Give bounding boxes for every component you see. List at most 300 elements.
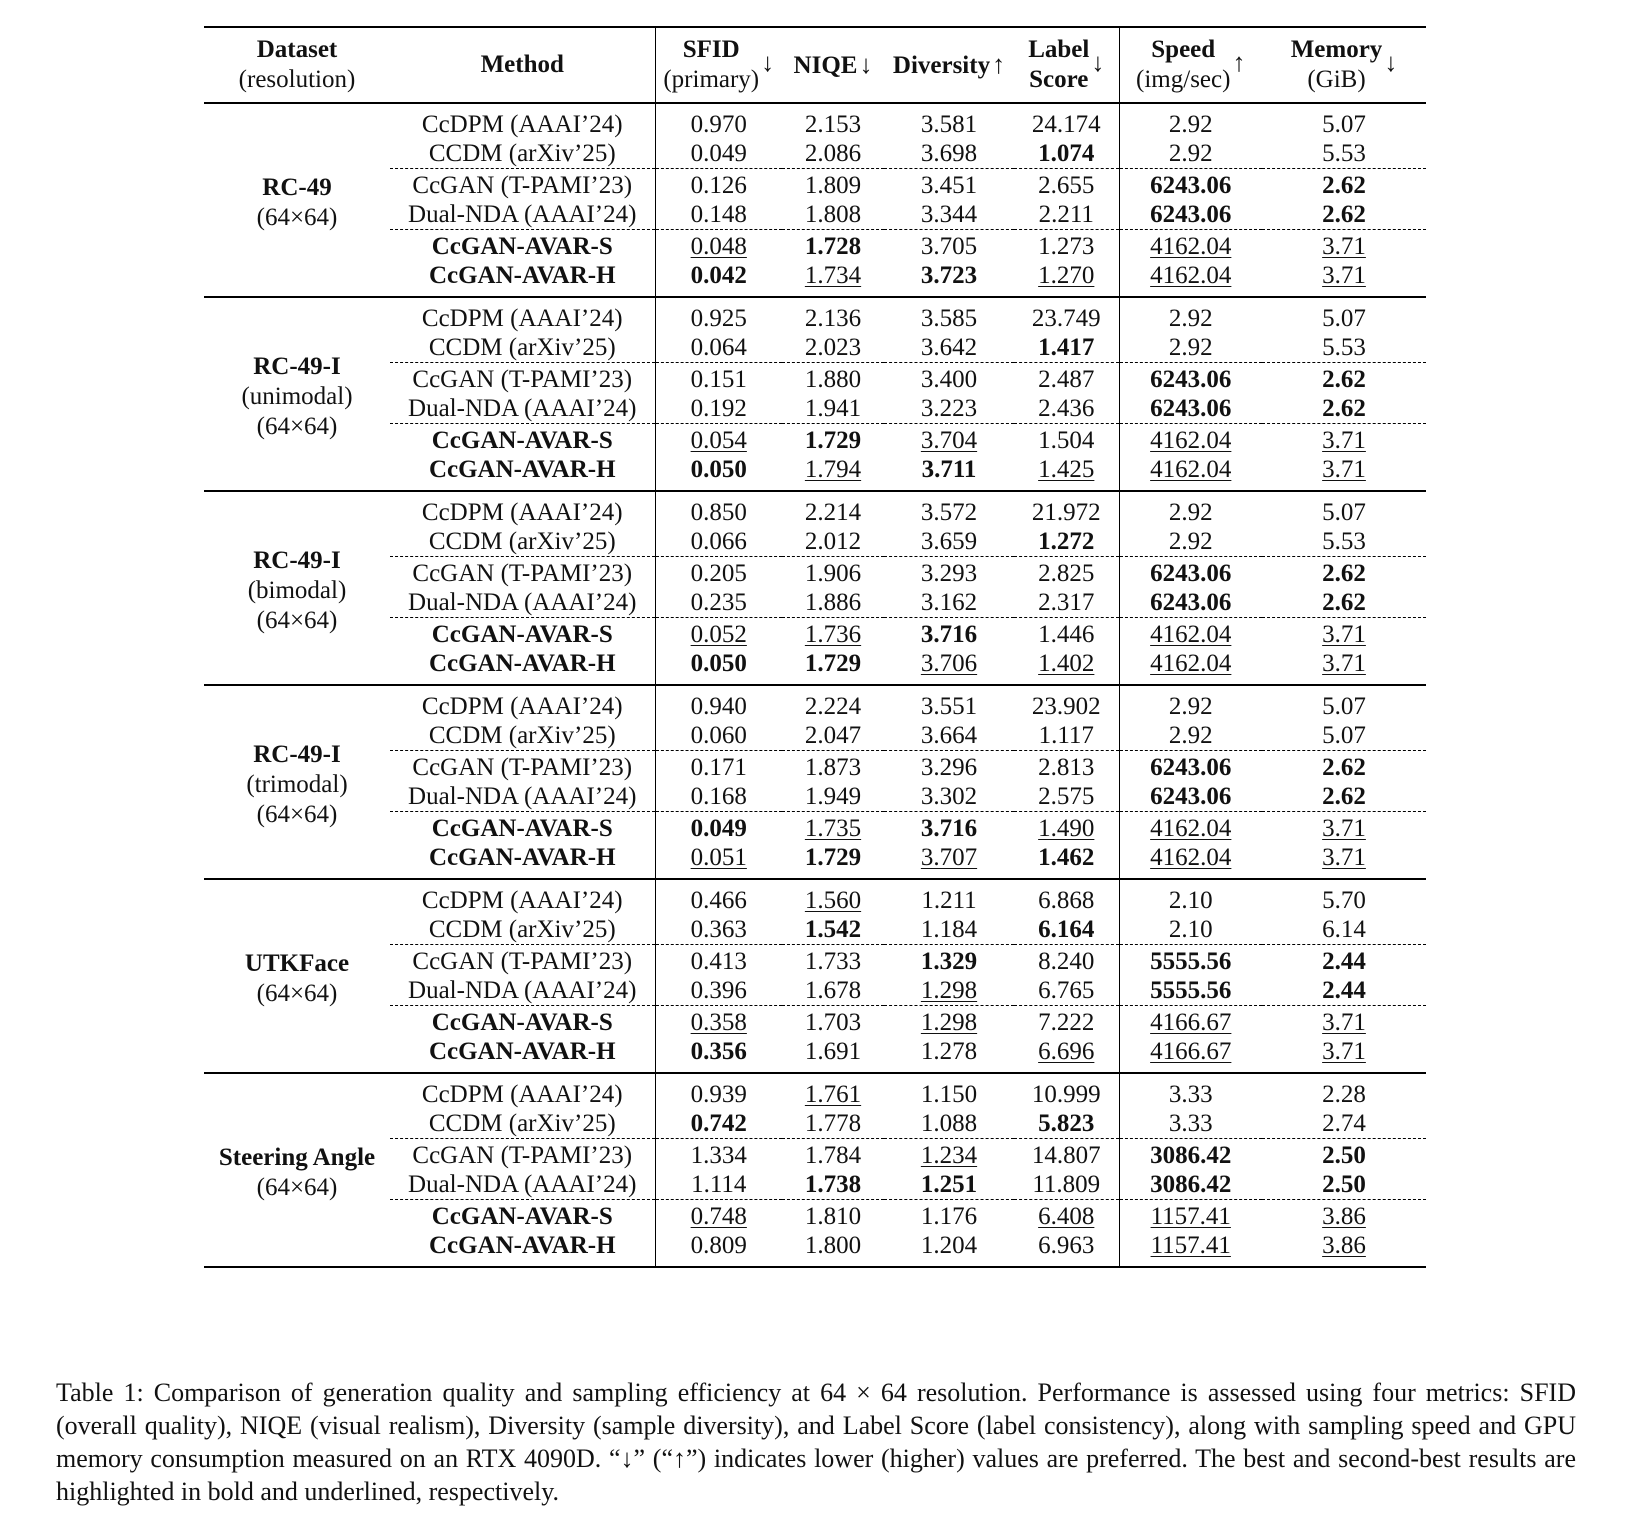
metric-value: 7.222 (1038, 1009, 1095, 1036)
metric-value: 4162.04 (1150, 844, 1232, 871)
method-cell: CcDPM (AAAI’24) (421, 887, 623, 914)
method-cell: CcGAN-AVAR-H (428, 844, 616, 871)
diversity-cell (884, 424, 1014, 456)
niqe-cell (782, 945, 884, 977)
diversity-cell (884, 1200, 1014, 1232)
niqe-cell (782, 1170, 884, 1200)
down-arrow-icon: ↓ (1091, 47, 1105, 77)
metric-value: 2.655 (1038, 172, 1095, 199)
dataset-group (204, 103, 1426, 297)
metric-value: 1.402 (1038, 650, 1095, 677)
metric-value: 2.92 (1168, 305, 1213, 332)
metric-value: 3.716 (920, 621, 978, 648)
diversity-cell (884, 812, 1014, 844)
label-score-cell (1014, 557, 1119, 589)
metric-value: 6243.06 (1150, 172, 1232, 199)
diversity-cell (884, 1170, 1014, 1200)
diversity-cell (884, 363, 1014, 395)
method-cell: CcGAN (T-PAMI’23) (390, 557, 655, 589)
diversity-cell (884, 1073, 1014, 1109)
metric-value: 3.71 (1322, 844, 1366, 871)
header-label-score: Label Score↓ (1014, 27, 1119, 103)
metric-value: 1.211 (921, 887, 977, 914)
niqe-cell (782, 915, 884, 945)
speed-cell (1119, 455, 1262, 491)
down-arrow-icon: ↓ (1384, 47, 1398, 77)
niqe-cell (782, 1109, 884, 1139)
speed-cell (1119, 261, 1262, 297)
diversity-cell (884, 976, 1014, 1006)
metric-value: 2.92 (1168, 722, 1213, 749)
metric-value: 6.14 (1322, 916, 1366, 943)
sfid-cell (655, 721, 782, 751)
diversity-cell (884, 1006, 1014, 1038)
metric-value: 2.224 (804, 693, 862, 720)
metric-value: 1.691 (804, 1038, 862, 1065)
method-cell: CcGAN (T-PAMI’23) (390, 363, 655, 395)
header-memory: Memory (GiB)↓ (1262, 27, 1426, 103)
metric-value: 6.408 (1038, 1203, 1095, 1230)
speed-cell (1119, 557, 1262, 589)
label-score-cell (1014, 169, 1119, 201)
speed-cell (1119, 843, 1262, 879)
metric-value: 1.809 (804, 172, 862, 199)
metric-value: 1.251 (920, 1171, 978, 1198)
metric-value: 0.048 (690, 233, 747, 260)
diversity-cell (884, 649, 1014, 685)
dataset-cell (204, 491, 390, 685)
label-score-cell (1014, 363, 1119, 395)
label-score-cell (1014, 200, 1119, 230)
diversity-cell (884, 945, 1014, 977)
label-score-cell (1014, 139, 1119, 169)
diversity-cell (884, 139, 1014, 169)
metric-value: 1.728 (804, 233, 862, 260)
speed-cell (1119, 812, 1262, 844)
memory-cell (1262, 751, 1426, 783)
metric-value: 4162.04 (1150, 427, 1232, 454)
sfid-cell (655, 169, 782, 201)
dataset-name: Steering Angle (218, 1144, 376, 1171)
method-cell: CcGAN-AVAR-H (428, 650, 616, 677)
memory-cell (1262, 297, 1426, 333)
label-score-cell (1014, 103, 1119, 139)
dataset-subtitle: (64×64) (256, 204, 338, 231)
niqe-cell (782, 588, 884, 618)
metric-value: 1.886 (804, 589, 862, 616)
speed-cell (1119, 333, 1262, 363)
label-score-cell (1014, 1006, 1119, 1038)
memory-cell (1262, 527, 1426, 557)
sfid-cell (655, 1006, 782, 1038)
label-score-cell (1014, 1170, 1119, 1200)
header-sfid: SFID (primary)↓ (655, 27, 782, 103)
label-score-cell (1014, 491, 1119, 527)
metric-value: 1.733 (804, 948, 862, 975)
metric-value: 2.62 (1322, 172, 1366, 199)
speed-cell (1119, 169, 1262, 201)
method-cell: CCDM (arXiv’25) (428, 528, 616, 555)
niqe-cell (782, 1139, 884, 1171)
dataset-subtitle: (64×64) (256, 801, 338, 828)
metric-value: 0.052 (690, 621, 747, 648)
diversity-cell (884, 455, 1014, 491)
niqe-cell (782, 455, 884, 491)
speed-cell (1119, 424, 1262, 456)
diversity-cell (884, 261, 1014, 297)
sfid-cell (655, 976, 782, 1006)
metric-value: 2.44 (1322, 948, 1366, 975)
metric-value: 3.71 (1322, 1009, 1366, 1036)
sfid-cell (655, 394, 782, 424)
metric-value: 0.413 (690, 948, 747, 975)
metric-value: 3.71 (1322, 262, 1366, 289)
sfid-cell (655, 1139, 782, 1171)
metric-value: 1.117 (1038, 722, 1094, 749)
metric-value: 0.809 (690, 1232, 747, 1259)
niqe-cell (782, 618, 884, 650)
label-score-cell (1014, 782, 1119, 812)
memory-cell (1262, 721, 1426, 751)
metric-value: 0.970 (690, 111, 747, 138)
method-cell: Dual-NDA (AAAI’24) (408, 1171, 637, 1198)
method-cell: CcDPM (AAAI’24) (421, 305, 623, 332)
table-row (204, 879, 1426, 915)
dataset-group (204, 685, 1426, 879)
metric-value: 3.659 (920, 528, 978, 555)
label-score-cell (1014, 812, 1119, 844)
metric-value: 2.92 (1168, 334, 1213, 361)
sfid-cell (655, 363, 782, 395)
metric-value: 0.051 (690, 844, 747, 871)
metric-value: 2.317 (1038, 589, 1095, 616)
speed-cell (1119, 1073, 1262, 1109)
method-cell: CcGAN-AVAR-S (390, 812, 655, 844)
metric-value: 3.296 (920, 754, 978, 781)
method-cell: CcDPM (AAAI’24) (421, 499, 623, 526)
metric-value: 4162.04 (1150, 621, 1232, 648)
metric-value: 1.114 (691, 1171, 747, 1198)
metric-value: 1.735 (804, 815, 862, 842)
sfid-cell (655, 1200, 782, 1232)
metric-value: 5.70 (1322, 887, 1366, 914)
speed-cell (1119, 363, 1262, 395)
metric-value: 4162.04 (1150, 815, 1232, 842)
niqe-cell (782, 527, 884, 557)
method-cell: CcGAN-AVAR-S (390, 424, 655, 456)
sfid-cell (655, 915, 782, 945)
metric-value: 3.400 (920, 366, 978, 393)
diversity-cell (884, 843, 1014, 879)
sfid-cell (655, 751, 782, 783)
memory-cell (1262, 424, 1426, 456)
memory-cell (1262, 1037, 1426, 1073)
metric-value: 1.784 (804, 1142, 862, 1169)
metric-value: 2.10 (1168, 887, 1213, 914)
niqe-cell (782, 782, 884, 812)
speed-cell (1119, 103, 1262, 139)
label-score-cell (1014, 297, 1119, 333)
memory-cell (1262, 1200, 1426, 1232)
metric-value: 21.972 (1031, 499, 1101, 526)
metric-value: 2.74 (1322, 1110, 1366, 1137)
metric-value: 3.705 (920, 233, 978, 260)
sfid-cell (655, 139, 782, 169)
memory-cell (1262, 588, 1426, 618)
label-score-cell (1014, 261, 1119, 297)
label-score-cell (1014, 685, 1119, 721)
memory-cell (1262, 333, 1426, 363)
metric-value: 0.049 (690, 815, 747, 842)
metric-value: 2.813 (1038, 754, 1095, 781)
speed-cell (1119, 1170, 1262, 1200)
metric-value: 3086.42 (1150, 1142, 1232, 1169)
header-dataset: Dataset (resolution) (204, 27, 390, 103)
metric-value: 5.823 (1038, 1110, 1095, 1137)
metric-value: 8.240 (1038, 948, 1095, 975)
metric-value: 14.807 (1031, 1142, 1101, 1169)
niqe-cell (782, 843, 884, 879)
metric-value: 0.050 (690, 456, 747, 483)
metric-value: 6243.06 (1150, 201, 1232, 228)
speed-cell (1119, 1200, 1262, 1232)
metric-value: 0.363 (690, 916, 747, 943)
dataset-subtitle: (64×64) (256, 1174, 338, 1201)
label-score-cell (1014, 879, 1119, 915)
speed-cell (1119, 200, 1262, 230)
metric-value: 6243.06 (1150, 560, 1232, 587)
memory-cell (1262, 945, 1426, 977)
table-row (204, 1073, 1426, 1109)
metric-value: 6243.06 (1150, 366, 1232, 393)
metric-value: 1.778 (804, 1110, 862, 1137)
speed-cell (1119, 782, 1262, 812)
method-cell: CCDM (arXiv’25) (428, 334, 616, 361)
metric-value: 0.064 (690, 334, 747, 361)
metric-value: 3.707 (920, 844, 978, 871)
metric-value: 0.356 (690, 1038, 747, 1065)
dataset-name: RC-49-I (253, 353, 341, 380)
metric-value: 2.211 (1038, 201, 1094, 228)
memory-cell (1262, 455, 1426, 491)
method-cell: Dual-NDA (AAAI’24) (408, 201, 637, 228)
method-cell: CcGAN-AVAR-S (390, 1006, 655, 1038)
sfid-cell (655, 1037, 782, 1073)
diversity-cell (884, 618, 1014, 650)
sfid-cell (655, 588, 782, 618)
sfid-cell (655, 685, 782, 721)
method-cell: CcGAN (T-PAMI’23) (390, 945, 655, 977)
speed-cell (1119, 588, 1262, 618)
metric-value: 1.074 (1038, 140, 1095, 167)
memory-cell (1262, 1006, 1426, 1038)
sfid-cell (655, 1170, 782, 1200)
metric-value: 4162.04 (1150, 262, 1232, 289)
metric-value: 0.050 (690, 650, 747, 677)
dataset-group (204, 491, 1426, 685)
metric-value: 2.62 (1322, 589, 1366, 616)
label-score-cell (1014, 394, 1119, 424)
metric-value: 3.71 (1322, 456, 1366, 483)
memory-cell (1262, 1139, 1426, 1171)
metric-value: 24.174 (1031, 111, 1101, 138)
niqe-cell (782, 139, 884, 169)
table-header (204, 27, 1426, 103)
metric-value: 0.466 (690, 887, 747, 914)
metric-value: 0.042 (690, 262, 747, 289)
metric-value: 1157.41 (1150, 1203, 1231, 1230)
metric-value: 3.71 (1322, 815, 1366, 842)
metric-value: 1.298 (920, 977, 978, 1004)
metric-value: 2.012 (804, 528, 862, 555)
dataset-subtitle: (unimodal) (241, 383, 353, 410)
dataset-group (204, 297, 1426, 491)
metric-value: 1.278 (920, 1038, 978, 1065)
niqe-cell (782, 261, 884, 297)
metric-value: 1.906 (804, 560, 862, 587)
metric-value: 6243.06 (1150, 589, 1232, 616)
table-caption: Table 1: Comparison of generation quality and sampling efficiency at 64 × 64 resolution. Performance is assessed using four metrics: SFID (overall quality), NIQE (visual realism), Diversity (sample diversity), and Label Score (label consistency), along with sampling speed and GPU memory consumption measured on an RTX 4090D. “↓” (“↑”) indicates lower (higher) values are preferred. The best and second-best results are highlighted in bold and underlined, respectively. (56, 1378, 1576, 1506)
diversity-cell (884, 1037, 1014, 1073)
sfid-cell (655, 945, 782, 977)
metric-value: 2.44 (1322, 977, 1366, 1004)
diversity-cell (884, 685, 1014, 721)
metric-value: 6.868 (1038, 887, 1095, 914)
metric-value: 23.749 (1031, 305, 1101, 332)
metric-value: 2.214 (804, 499, 862, 526)
method-cell: CcGAN-AVAR-S (390, 1200, 655, 1232)
metric-value: 1.088 (920, 1110, 978, 1137)
niqe-cell (782, 394, 884, 424)
metric-value: 1.204 (920, 1232, 978, 1259)
metric-value: 23.902 (1031, 693, 1101, 720)
metric-value: 0.151 (690, 366, 747, 393)
diversity-cell (884, 491, 1014, 527)
metric-value: 1.446 (1038, 621, 1095, 648)
metric-value: 6.164 (1038, 916, 1095, 943)
metric-value: 3.86 (1322, 1232, 1366, 1259)
metric-value: 3.711 (921, 456, 977, 483)
memory-cell (1262, 879, 1426, 915)
speed-cell (1119, 879, 1262, 915)
memory-cell (1262, 976, 1426, 1006)
memory-cell (1262, 103, 1426, 139)
method-cell: Dual-NDA (AAAI’24) (408, 589, 637, 616)
metric-value: 0.171 (690, 754, 747, 781)
metric-value: 2.575 (1038, 783, 1095, 810)
diversity-cell (884, 333, 1014, 363)
diversity-cell (884, 721, 1014, 751)
metric-value: 6243.06 (1150, 783, 1232, 810)
metric-value: 1.490 (1038, 815, 1095, 842)
diversity-cell (884, 751, 1014, 783)
dataset-subtitle: (64×64) (256, 413, 338, 440)
metric-value: 1.542 (804, 916, 862, 943)
method-cell: CcGAN-AVAR-S (390, 618, 655, 650)
metric-value: 0.748 (690, 1203, 747, 1230)
metric-value: 3.723 (920, 262, 978, 289)
niqe-cell (782, 1200, 884, 1232)
diversity-cell (884, 1139, 1014, 1171)
metric-value: 1.334 (690, 1142, 747, 1169)
metric-value: 3.86 (1322, 1203, 1366, 1230)
niqe-cell (782, 649, 884, 685)
dataset-subtitle: (64×64) (256, 607, 338, 634)
dataset-cell (204, 1073, 390, 1267)
dataset-name: RC-49-I (253, 741, 341, 768)
metric-value: 2.50 (1322, 1142, 1366, 1169)
method-cell: CcGAN-AVAR-H (428, 1232, 616, 1259)
label-score-cell (1014, 455, 1119, 491)
label-score-cell (1014, 1073, 1119, 1109)
sfid-cell (655, 1073, 782, 1109)
table-row (204, 685, 1426, 721)
diversity-cell (884, 527, 1014, 557)
diversity-cell (884, 103, 1014, 139)
speed-cell (1119, 527, 1262, 557)
metric-value: 1.273 (1038, 233, 1095, 260)
metric-value: 3.293 (920, 560, 978, 587)
metric-value: 1.504 (1038, 427, 1095, 454)
metric-value: 0.054 (690, 427, 747, 454)
diversity-cell (884, 1109, 1014, 1139)
up-arrow-icon: ↑ (1232, 47, 1246, 77)
metric-value: 1.329 (920, 948, 978, 975)
table-row (204, 491, 1426, 527)
niqe-cell (782, 491, 884, 527)
speed-cell (1119, 685, 1262, 721)
diversity-cell (884, 1231, 1014, 1267)
metric-value: 2.047 (804, 722, 862, 749)
metric-value: 2.62 (1322, 560, 1366, 587)
metric-value: 2.153 (804, 111, 862, 138)
metric-value: 2.825 (1038, 560, 1095, 587)
metric-value: 6.765 (1038, 977, 1095, 1004)
metric-value: 0.060 (690, 722, 747, 749)
metric-value: 2.62 (1322, 201, 1366, 228)
method-cell: CcGAN (T-PAMI’23) (390, 751, 655, 783)
metric-value: 1.270 (1038, 262, 1095, 289)
label-score-cell (1014, 618, 1119, 650)
memory-cell (1262, 1109, 1426, 1139)
memory-cell (1262, 230, 1426, 262)
sfid-cell (655, 261, 782, 297)
niqe-cell (782, 721, 884, 751)
down-arrow-icon: ↓ (859, 49, 873, 79)
sfid-cell (655, 230, 782, 262)
memory-cell (1262, 915, 1426, 945)
metric-value: 2.62 (1322, 366, 1366, 393)
memory-cell (1262, 139, 1426, 169)
memory-cell (1262, 557, 1426, 589)
speed-cell (1119, 618, 1262, 650)
metric-value: 0.939 (690, 1081, 747, 1108)
method-cell: CCDM (arXiv’25) (428, 722, 616, 749)
method-cell: CcGAN-AVAR-H (428, 456, 616, 483)
metric-value: 2.50 (1322, 1171, 1366, 1198)
diversity-cell (884, 782, 1014, 812)
metric-value: 1.703 (804, 1009, 862, 1036)
sfid-cell (655, 649, 782, 685)
method-cell: CCDM (arXiv’25) (428, 1110, 616, 1137)
metric-value: 2.92 (1168, 140, 1213, 167)
label-score-cell (1014, 333, 1119, 363)
niqe-cell (782, 976, 884, 1006)
dataset-cell (204, 879, 390, 1073)
metric-value: 1.678 (804, 977, 862, 1004)
memory-cell (1262, 261, 1426, 297)
sfid-cell (655, 782, 782, 812)
